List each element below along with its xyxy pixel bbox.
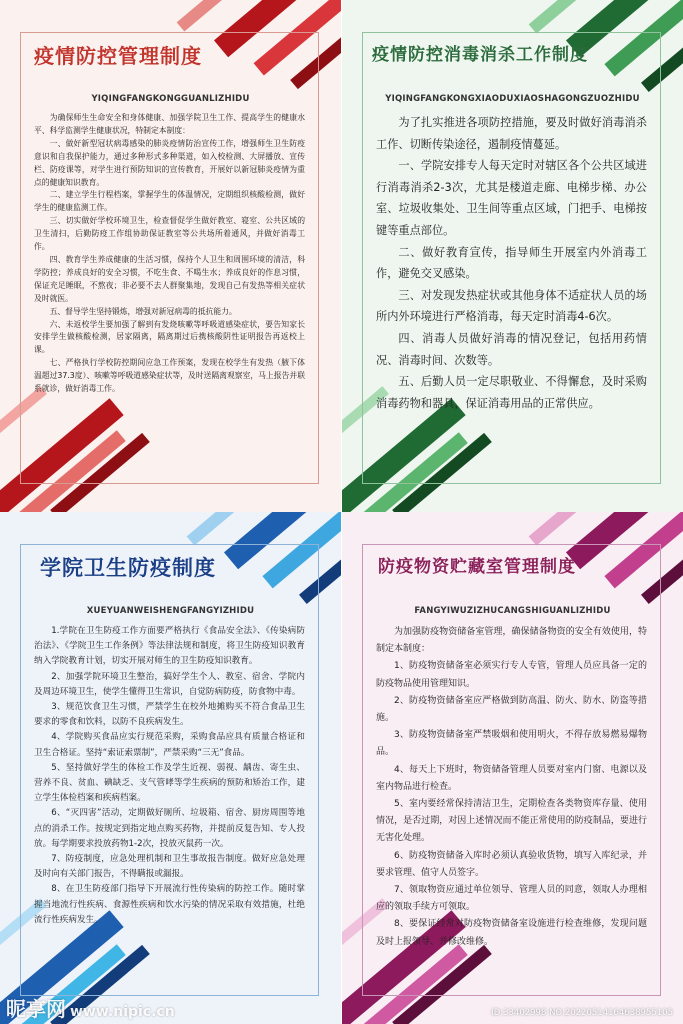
paragraph: 6、防疫物资储备入库时必须认真验收货物，填写入库纪录，并要求管理、值守人员签字。 [376,850,647,878]
watermark-logo [6,993,175,1022]
paragraph: 3、规范饮食卫生习惯，严禁学生在校外地摊购买不符合食品卫生要求的零食和饮料，以防不良疾病发生。 [34,702,305,728]
paragraph: 为了扎实推进各项防控措施，要及时做好消毒消杀工作、切断传染途径，遏制疫情蔓延。 [376,116,647,151]
paragraph: 三、切实做好学校环境卫生，检查督促学生做好教室、寝室、公共区域的卫生清扫，后勤防疫工作组协助保证教室等公共场所着通风，并做好消毒工作。 [34,216,305,252]
poster-subtitle-pinyin: XUEYUANWEISHENGFANGYIZHIDU [86,606,255,616]
paragraph: 为加强防疫物资储备室管理，确保储备物资的安全有效使用，特制定本制度： [376,627,647,655]
paragraph: 二、建立学生行程档案，掌握学生的体温情况，定期组织核酸检测，做好学生的健康监测工作。 [34,190,305,213]
paragraph: 三、对发现发热症状或其他身体不适症状人员的场所内外环境进行严格消毒，每天定时消毒4-6次。 [376,288,647,324]
watermark-url: www.nipic.cn [70,1004,175,1020]
paragraph: 五、后勤人员一定尽职敬业、不得懈怠，及时采购消毒药物和器具，保证消毒用品的正常供应。 [376,375,647,410]
watermark-bar [0,997,683,1024]
paragraph: 1、防疫物资储备室必须实行专人专管，管理人员应具备一定的防疫物品使用管理知识。 [376,661,647,689]
poster-health-epidemic-prevention [0,512,341,1024]
paragraph: 4、每天上下班时，物资储备管理人员要对室内门窗、电源以及室内物品进行检查。 [376,764,647,792]
paragraph: 8、要保证经常对防疫物资储备室设施进行检查维修，发现问题及时上报领导、并修改维修。 [376,919,647,947]
poster-title: 学院卫生防疫制度 [40,555,216,580]
poster-supply-storage-management [342,512,683,1024]
paragraph: 四、教育学生养成健康的生活习惯，保持个人卫生和周围环境的清洁，科学防控；养成良好的安全习惯，不吃生食、不喝生水；养成良好的作息习惯，保证充足睡眠，不熬夜；非必要不去人群聚集地，发现自己有发热等相关症状及时就医。 [34,254,305,303]
watermark-id: ID:33402998 NO:20220514164638955105 [491,1008,673,1018]
paragraph: 七、严格执行学校防控期间应急工作预案，发现在校学生有发热（腋下体温超过37.3度）、咳嗽等呼吸道感染症状等，及时送隔离观察室，马上报告并联系就诊，做好消毒工作。 [34,358,305,394]
poster-epidemic-management [0,0,341,512]
watermark-logo-text: 昵享网 [6,997,66,1021]
paragraph: 2、防疫物资储备室应严格做到防高温、防火、防水、防盗等措施。 [376,695,647,724]
paragraph: 四、消毒人员做好消毒的情况登记，包括用药情况、消毒时间、次数等。 [376,331,647,367]
paragraph: 3、防疫物资储备室严禁吸烟和使用明火，不得存放易燃易爆物品。 [376,730,647,758]
paragraph: 一、做好新型冠状病毒感染的肺炎疫情防治宣传工作，增强师生卫生防疫意识和自我保护能力，通过多种形式多种渠道，如入校检测、大屏播放、宣传栏、防疫课等，对学生进行预防知识的宣传教育，开展好以新冠肺炎疫情为重点的健康知识教育。 [34,138,305,187]
poster-title: 疫情防控消毒消杀工作制度 [372,45,588,65]
paragraph: 为确保师生生命安全和身体健康、加强学院卫生工作、提高学生的健康水平、科学监测学生健康状况，特制定本制度： [34,113,305,135]
paragraph: 五、督导学生坚持锻炼，增强对新冠病毒的抵抗能力。 [49,306,237,316]
poster-subtitle-pinyin: YIQINGFANGKONGGUANLIZHIDU [91,94,250,104]
poster-body [34,112,305,396]
poster-body [34,624,305,928]
paragraph: 8、在卫生防疫部门指导下开展流行性传染病的防控工作。随时掌握当地流行性疾病、食源性疾病和饮水污染的情况采取有效措施，杜绝流行性疾病发生。 [34,884,305,925]
poster-title: 防疫物资贮藏室管理制度 [378,557,576,577]
poster-title: 疫情防控管理制度 [34,44,202,68]
poster-body [376,112,647,414]
paragraph: 5、坚持做好学生的体检工作及学生近视、弱视、龋齿、寄生虫、营养不良、贫血、碘缺乏、支气管哮等学生疾病的预防和矫治工作，建立学生体检档案和疾病档案。 [34,762,305,804]
poster-body [376,624,647,951]
paragraph: 2、加强学院环境卫生整治，搞好学生个人、教室、宿舍、学院内及周边环境卫生，使学生懂得卫生常识，自觉防病防疫，防食物中毒。 [34,671,305,697]
poster-subtitle-pinyin: YIQINGFANGKONGXIAODUXIAOSHAGONGZUOZHIDU [385,94,640,104]
paragraph: 二、做好教育宣传，指导师生开展室内外消毒工作，避免交叉感染。 [376,245,647,281]
paragraph: 4、学院购买食品应实行规范采购，采购食品应具有质量合格证和卫生合格证。坚持“索证索票制”，严禁采购“三无”食品。 [34,732,305,758]
poster-subtitle-pinyin: FANGYIWUZIZHUCANGSHIGUANLIZHIDU [414,606,611,616]
paragraph: 6、“灭四害”活动，定期做好厕所、垃圾箱、宿舍、厨房周围等地点的消杀工作。按规定到指定地点购买药物，并提前反复告知、专人投放。每学期要求投放药物1-2次，投放灭鼠药一次。 [34,808,305,849]
poster-disinfection-work [342,0,683,512]
paragraph: 7、防疫制度，应急处理机制和卫生事故报告制度。做好应急处理及时向有关部门报告，不得瞒报或漏报。 [34,854,305,880]
paragraph: 六、未返校学生要加强了解到有发烧咳嗽等呼吸道感染症状，要告知家长安排学生做核酸检测，居家隔离，隔离期过后携核酸阴性证明报告再返校上课。 [34,319,305,355]
paragraph: 7、领取物资应通过单位领导、管理人员的同意，领取人办理相应的领取手续方可领取。 [376,885,647,913]
paragraph: 5、室内要经常保持清洁卫生，定期检查各类物资库存量、使用情况，是否过期，对因上述情况而不能正常使用的防疫制品，要进行无害化处理。 [376,799,647,844]
paragraph: 一、学院安排专人每天定时对辖区各个公共区域进行消毒消杀2-3次，尤其是楼道走廊、电梯步梯、办公室、垃圾收集处、卫生间等重点区域，门把手、电梯按键等重点部位。 [376,159,647,237]
paragraph: 1.学院在卫生防疫工作方面要严格执行《食品安全法》、《传染病防治法》、《学院卫生工作条例》等法律法规和制度，将卫生防疫知识教育纳入学院教育计划，切实开展对师生的卫生防疫知识教育。 [34,626,305,667]
